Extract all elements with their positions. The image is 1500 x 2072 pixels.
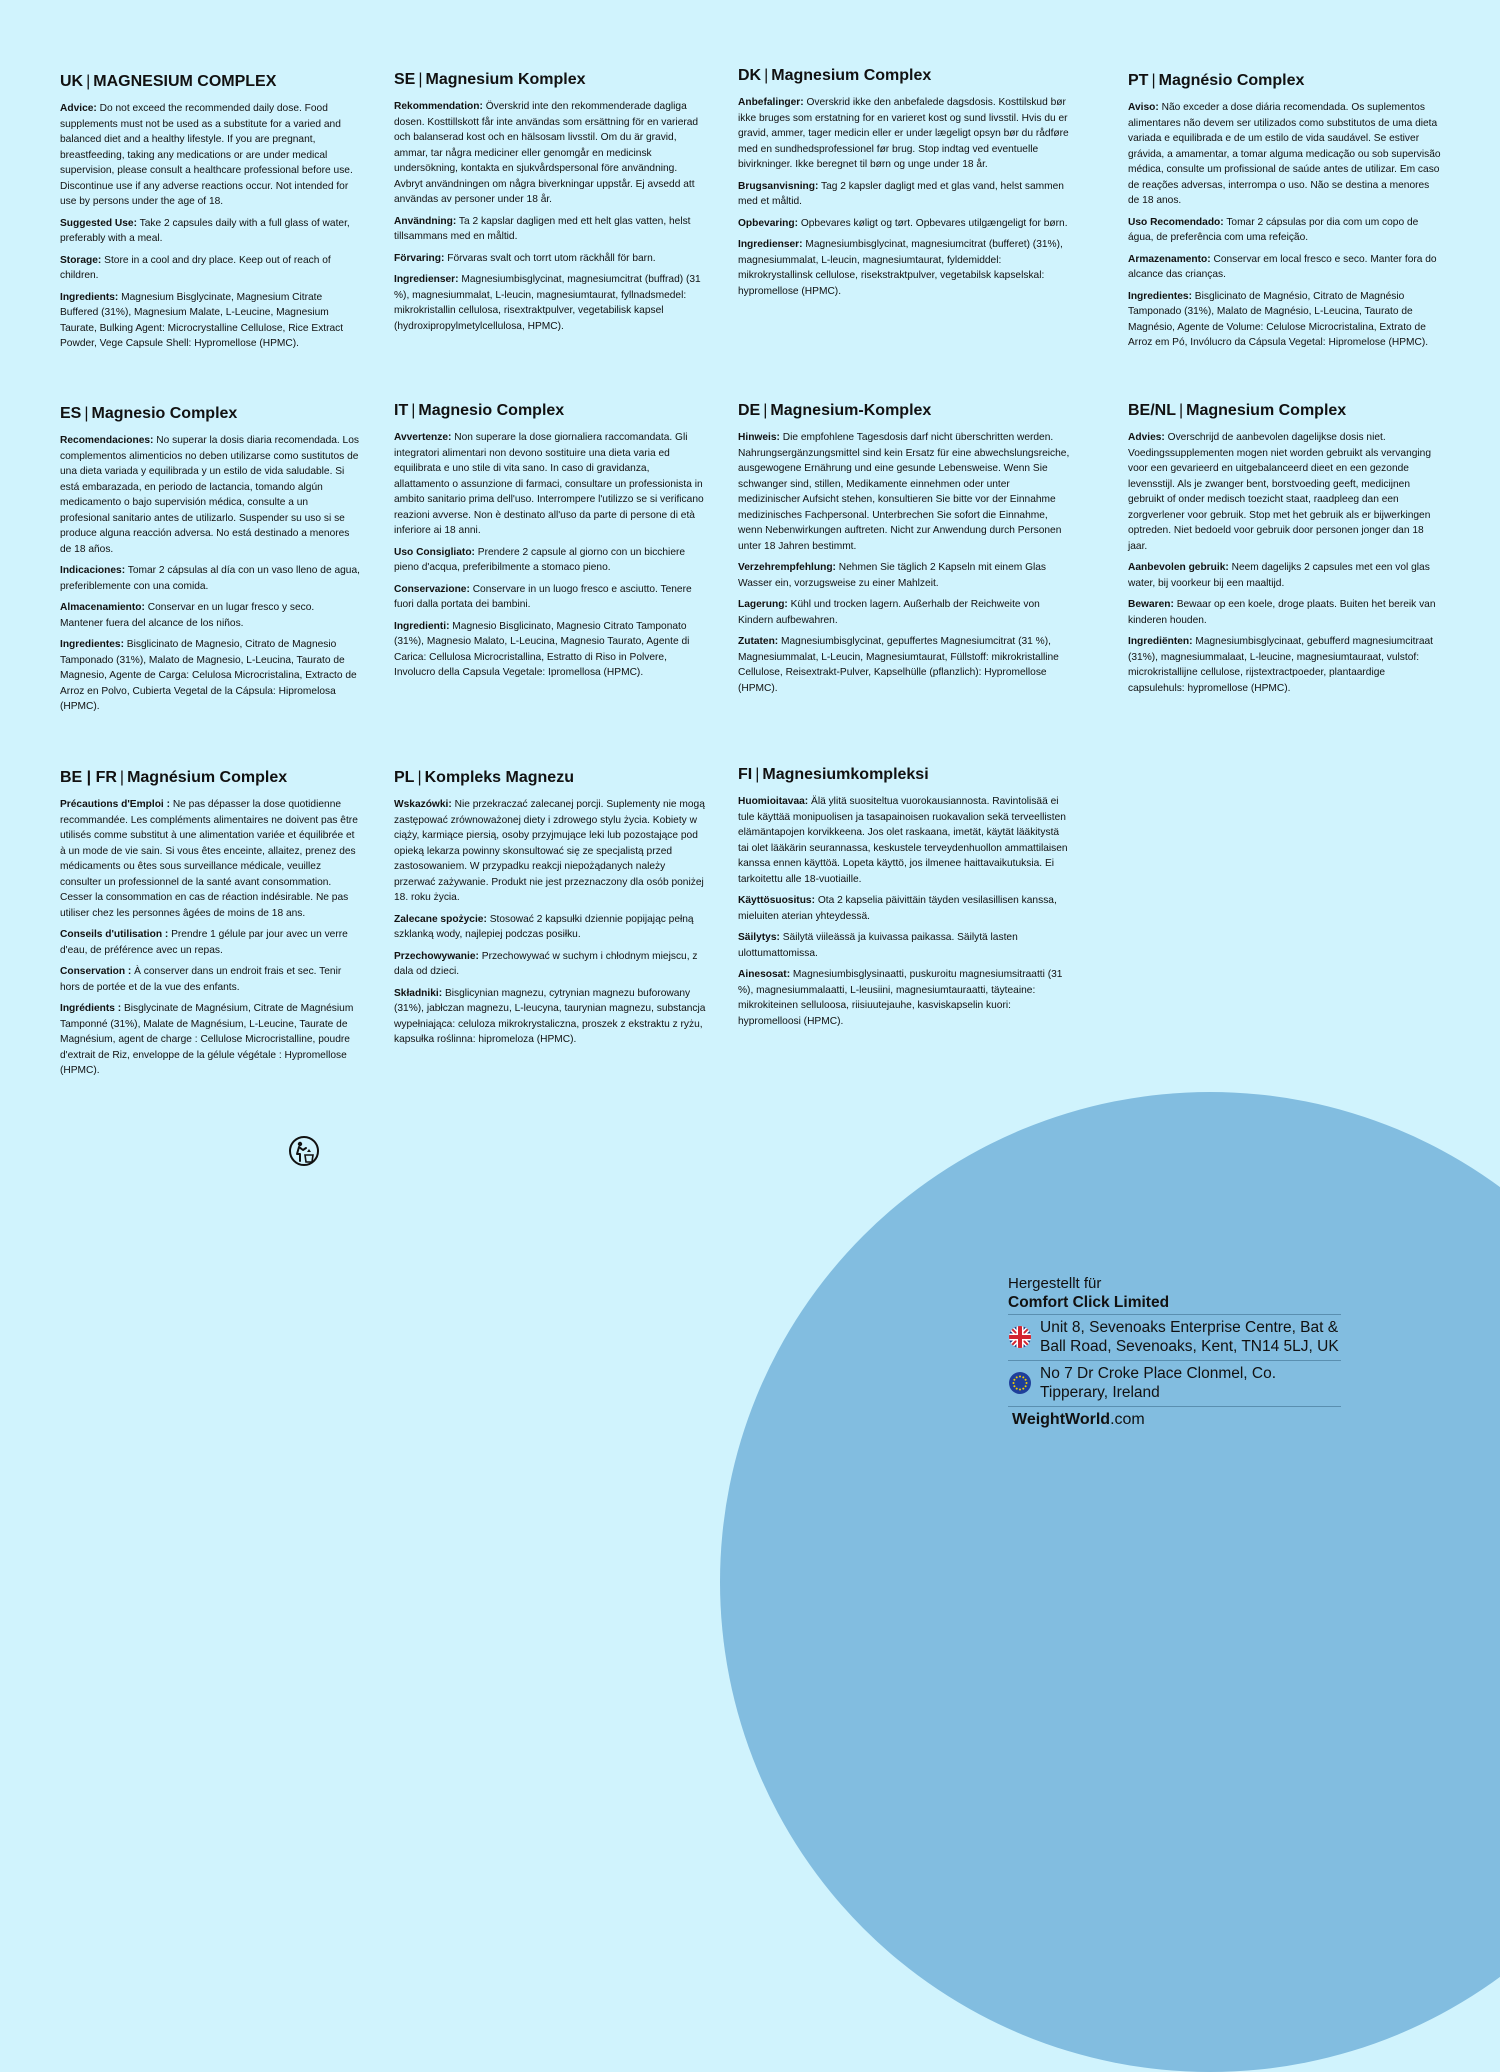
paragraph-text: Nie przekraczać zalecanej porcji. Suplementy nie mogą zastępować zrównoważonej diety i zdrowego stylu życia. Kobiety w ciąży, karmiące piersią, osoby przyjmujące leki lub pozostające pod opieką lekarza powinny skonsultować się ze specjalistą przed zastosowaniem. W przypadku reakcji niepożądanych należy przerwać zażywanie. Produkt nie jest przeznaczony dla osób poniżej 18. roku życia.	[394, 799, 705, 903]
paragraph-label: Anbefalinger:	[738, 97, 804, 108]
country-code: PT	[1128, 72, 1149, 89]
paragraph-text: Magnesio Bisglicinato, Magnesio Citrato Tamponato (31%), Magnesio Malato, L-Leucina, Magnesio Taurato, Agente di Carica: Cellulosa Microcristallina, Estratto di Riso in Polvere, Involucro della Capsula Vegetale: Ipromellosa (HPMC).	[394, 620, 690, 678]
label-paragraph	[60, 600, 360, 631]
country-code: UK	[60, 73, 84, 90]
label-paragraph	[394, 797, 706, 906]
paragraph-text: Magnesiumbisglycinat, magnesiumcitrat (buffrad) (31 %), magnesiummalat, L-leucin, magnesiumtaurat, fyllnadsmedel: mikrokristallin cellulosa, risextraktpulver, vegetabilisk kapsel (hydroxipropylmetylcellulosa, HPMC).	[394, 274, 701, 332]
paragraph-label: Brugsanvisning:	[738, 180, 819, 192]
country-code: SE	[394, 71, 416, 88]
paragraph-label: Huomioitavaa:	[738, 796, 809, 807]
product-title: Magnésio Complex	[1158, 72, 1305, 89]
label-paragraph	[1128, 215, 1442, 246]
paragraph-text: Do not exceed the recommended daily dose. Food supplements must not be used as a substitute for a varied and balanced diet and a healthy lifestyle. If you are pregnant, breastfeeding, taking any medications or are under medical supervision, please consult a healthcare professional before use. Discontinue use if any adverse reactions occur. Not intended for use by persons under the age of 18.	[60, 103, 353, 207]
address-ie-row	[1008, 1360, 1341, 1404]
label-paragraph	[394, 582, 706, 613]
label-paragraph	[394, 986, 706, 1048]
label-paragraph	[738, 794, 1072, 887]
label-paragraph	[738, 893, 1072, 924]
label-paragraph	[1128, 289, 1442, 351]
paragraph-label: Ingrediënten:	[1128, 636, 1193, 647]
heading-separator: |	[86, 73, 91, 90]
country-code: PL	[394, 769, 415, 786]
paragraph-text: Przechowywać w suchym i chłodnym miejscu, z dala od dzieci.	[394, 950, 698, 977]
paragraph-label: Opbevaring:	[738, 217, 799, 229]
section-heading	[738, 765, 1072, 785]
section-heading	[738, 66, 1072, 86]
paragraph-text: Ne pas dépasser la dose quotidienne recommandée. Les compléments alimentaires ne doivent pas être utilisés comme substitut à une alimentation variée et équilibrée et à un mode de vie sain. Si vous êtes enceinte, allaitez, prenez des médicaments ou êtes sous surveillance médicale, veuillez consulter un professionnel de la santé avant consommation. Cesser la consommation en cas de réaction indésirable. Ne pas utiliser chez les personnes âgées de moins de 18 ans.	[60, 799, 358, 919]
paragraph-text: Bewaar op een koele, droge plaats. Buiten het bereik van kinderen houden.	[1128, 599, 1436, 626]
paragraph-label: Zutaten:	[738, 636, 779, 647]
country-code: BE | FR	[60, 769, 117, 786]
label-paragraph	[738, 95, 1072, 173]
paragraph-label: Suggested Use:	[60, 217, 137, 229]
paragraph-label: Käyttösuositus:	[738, 895, 815, 906]
product-title: Magnesiumkompleksi	[762, 766, 929, 783]
label-paragraph	[60, 563, 360, 594]
paragraph-text: Stosować 2 kapsułki dziennie popijając pełną szklanką wody, najlepiej podczas posiłku.	[394, 913, 694, 940]
label-paragraph	[60, 637, 360, 715]
section-heading	[60, 404, 360, 424]
label-paragraph	[1128, 634, 1442, 696]
paragraph-text: Prendre 1 gélule par jour avec un verre d'eau, de préférence avec un repas.	[60, 929, 348, 956]
product-title: Magnesio Complex	[418, 402, 565, 419]
section-fi	[738, 765, 1072, 1035]
paragraph-text: Take 2 capsules daily with a full glass of water, preferably with a meal.	[60, 217, 350, 244]
paragraph-text: Tomar 2 cápsulas por dia com um copo de água, de preferência com uma refeição.	[1128, 216, 1419, 243]
heading-separator: |	[411, 402, 416, 419]
paragraph-label: Uso Consigliato:	[394, 546, 475, 558]
website-brand: WeightWorld	[1012, 1411, 1111, 1428]
label-paragraph	[60, 964, 360, 995]
section-heading	[738, 401, 1072, 421]
product-title: Magnesium Komplex	[425, 71, 586, 88]
country-code: DK	[738, 67, 762, 84]
heading-separator: |	[84, 405, 89, 422]
paragraph-text: Nehmen Sie täglich 2 Kapseln mit einem Glas Wasser ein, vorzugsweise zu einer Mahlzeit.	[738, 562, 1047, 589]
section-heading	[1128, 401, 1442, 421]
address-ie: No 7 Dr Croke Place Clonmel, Co. Tipperary, Ireland	[1040, 1365, 1277, 1401]
section-heading	[394, 70, 706, 90]
label-paragraph	[394, 251, 706, 267]
address-uk: Unit 8, Sevenoaks Enterprise Centre, Bat & Ball Road, Sevenoaks, Kent, TN14 5LJ, UK	[1040, 1319, 1339, 1355]
product-title: Magnésium Complex	[127, 769, 288, 786]
heading-separator: |	[418, 71, 423, 88]
paragraph-label: Förvaring:	[394, 252, 445, 264]
paragraph-text: Overschrijd de aanbevolen dagelijkse dosis niet. Voedingssupplementen mogen niet worden gebruikt als vervanging voor een gevarieerd en uitgebalanceerd dieet en een gezonde levensstijl. Als je zwanger bent, borstvoeding geeft, medicijnen gebruikt of onder medisch toezicht staat, raadpleeg dan een zorgverlener voor gebruik. Stop met het gebruik als er bijwerkingen optreden. Niet bedoeld voor gebruik door personen jonger dan 18 jaar.	[1128, 432, 1431, 552]
paragraph-text: Säilytä viileässä ja kuivassa paikassa. Säilytä lasten ulottumattomissa.	[738, 932, 1018, 959]
country-code: IT	[394, 402, 409, 419]
paragraph-text: Bisglicinato de Magnésio, Citrato de Magnésio Tamponado (31%), Malato de Magnésio, L-Leucina, Taurato de Magnésio, Agente de Volume: Celulose Microcristalina, Extrato de Arroz em Pó, Invólucro da Cápsula Vegetal: Hipromelose (HPMC).	[1128, 290, 1429, 348]
paragraph-label: Ainesosat:	[738, 969, 791, 980]
made-for-label: Hergestellt für	[1008, 1275, 1102, 1292]
product-title: Magnesium-Komplex	[770, 402, 932, 419]
product-title: MAGNESIUM COMPLEX	[93, 73, 277, 90]
paragraph-text: Ota 2 kapselia päivittäin täyden vesilasillisen kanssa, mieluiten aterian yhteydessä.	[738, 895, 1057, 922]
label-paragraph	[1128, 597, 1442, 628]
paragraph-text: Não exceder a dose diária recomendada. Os suplementos alimentares não devem ser utilizados como substitutos de uma dieta variada e equilibrada e de um estilo de vida saudável. Se estiver grávida, a amamentar, a tomar alguma medicação ou sob supervisão médica, consulte um profissional de saúde antes de utilizar. Em caso de reações adversas, interrompa o uso. Não se destina a menores de 18 anos.	[1128, 102, 1441, 206]
paragraph-label: Zalecane spożycie:	[394, 913, 487, 925]
paragraph-label: Przechowywanie:	[394, 950, 479, 962]
paragraph-label: Lagerung:	[738, 599, 788, 610]
product-title: Magnesium Complex	[1186, 402, 1347, 419]
eu-flag-icon	[1008, 1371, 1032, 1395]
paragraph-text: À conserver dans un endroit frais et sec. Tenir hors de portée et de la vue des enfants.	[60, 966, 342, 993]
paragraph-text: Förvaras svalt och torrt utom räckhåll för barn.	[444, 252, 656, 264]
paragraph-text: Bisglycinate de Magnésium, Citrate de Magnésium Tamponné (31%), Malate de Magnésium, L-Leucine, Taurate de Magnésium, agent de charge : Cellulose Microcristalline, poudre d'extrait de Riz, enveloppe de la gélule végétale : Hypromellose (HPMC).	[60, 1003, 354, 1076]
uk-flag-icon	[1008, 1325, 1032, 1349]
manufacturer-info	[1008, 1274, 1341, 1430]
heading-separator: |	[763, 402, 768, 419]
label-paragraph	[738, 179, 1072, 210]
paragraph-text: Conservar em local fresco e seco. Manter fora do alcance das crianças.	[1128, 253, 1437, 280]
heading-separator: |	[764, 67, 769, 84]
section-dk	[738, 66, 1072, 305]
label-paragraph	[738, 597, 1072, 628]
decorative-circle	[720, 1092, 1500, 2072]
paragraph-text: Die empfohlene Tagesdosis darf nicht überschritten werden. Nahrungsergänzungsmittel sind kein Ersatz für eine abwechslungsreiche, ausgewogene Ernährung und eine gesunde Lebensweise. Wenn Sie schwanger sind, stillen, Medikamente einnehmen oder unter medizinischer Aufsicht stehen, konsultieren Sie bitte vor der Einnahme medizinisches Fachpersonal. Unterbrechen Sie sofort die Einnahme, wenn Nebenwirkungen auftreten. Nicht zur Anwendung durch Personen unter 18 Jahren bestimmt.	[738, 432, 1070, 552]
paragraph-label: Ingredienser:	[394, 274, 459, 285]
paragraph-label: Armazenamento:	[1128, 253, 1211, 265]
label-paragraph	[60, 927, 360, 958]
paragraph-label: Aanbevolen gebruik:	[1128, 562, 1229, 573]
label-paragraph	[1128, 100, 1442, 209]
paragraph-label: Rekommendation:	[394, 101, 483, 112]
website-link[interactable]	[1008, 1406, 1341, 1430]
paragraph-label: Ingredienti:	[394, 620, 450, 632]
section-pt	[1128, 71, 1442, 357]
label-paragraph	[60, 290, 360, 352]
section-benl	[1128, 401, 1442, 702]
label-paragraph	[394, 214, 706, 245]
section-befr	[60, 768, 360, 1085]
label-paragraph	[738, 967, 1072, 1029]
country-code: BE/NL	[1128, 402, 1176, 419]
label-paragraph	[394, 545, 706, 576]
paragraph-text: Store in a cool and dry place. Keep out of reach of children.	[60, 254, 331, 281]
section-heading	[1128, 71, 1442, 91]
paragraph-label: Storage:	[60, 254, 102, 266]
label-paragraph	[738, 634, 1072, 696]
product-title: Magnesio Complex	[91, 405, 238, 422]
label-paragraph	[738, 237, 1072, 299]
label-paragraph	[394, 99, 706, 208]
paragraph-text: Överskrid inte den rekommenderade dagliga dosen. Kosttillskott får inte användas som ersättning för en varierad och balanserad kost och en hälsosam livsstil. Om du är gravid, ammar, tar några mediciner eller genomgår en medicinsk undersökning, kontakta en sjukvårdspersonal före användning. Avbryt användningen om några biverkningar uppstår. Ej avsedd att användas av personer under 18 år.	[394, 101, 699, 205]
section-it	[394, 401, 706, 687]
website-tld: .com	[1110, 1411, 1145, 1428]
company-name: Comfort Click Limited	[1008, 1294, 1170, 1311]
heading-separator: |	[1179, 402, 1184, 419]
heading-separator: |	[1151, 72, 1156, 89]
paragraph-text: Magnesiumbisglycinaat, gebufferd magnesiumcitraat (31%), magnesiummalaat, L-leucine, magnesiumtauraat, vulstof: microkristallijne cellulose, rijstextractpoeder, plantaardige capsulehuls: hypromellose (HPMC).	[1128, 636, 1434, 694]
paragraph-label: Précautions d'Emploi :	[60, 799, 170, 810]
section-de	[738, 401, 1072, 702]
label-paragraph	[1128, 252, 1442, 283]
address-uk-row	[1008, 1314, 1341, 1358]
label-paragraph	[738, 430, 1072, 554]
paragraph-text: Bisglicynian magnezu, cytrynian magnezu buforowany (31%), jabłczan magnezu, L-leucyna, taurynian magnezu, substancja wypełniająca: celuloza mikrokrystaliczna, proszek z ekstraktu z ryżu, kapsułka roślinna: hipromeloza (HPMC).	[394, 987, 706, 1045]
label-paragraph	[394, 272, 706, 334]
paragraph-text: Overskrid ikke den anbefalede dagsdosis. Kosttilskud bør ikke bruges som erstatning for en varieret kost og sund livsstil. Hvis du er gravid, ammer, tager medicin eller er under lægeligt opsyn bør du rådføre med en sundhedsprofessionel før brug. Stop indtag ved eventuelle bivirkninger. Ikke beregnet til børn og unge under 18 år.	[738, 97, 1069, 170]
paragraph-label: Användning:	[394, 215, 457, 227]
paragraph-label: Wskazówki:	[394, 799, 452, 810]
paragraph-label: Conseils d'utilisation :	[60, 929, 169, 940]
paragraph-label: Avvertenze:	[394, 432, 452, 443]
section-heading	[60, 72, 360, 92]
heading-separator: |	[755, 766, 760, 783]
paragraph-label: Almacenamiento:	[60, 602, 145, 613]
paragraph-text: Prendere 2 capsule al giorno con un bicchiere pieno d'acqua, preferibilmente a stomaco pieno.	[394, 546, 686, 573]
label-paragraph	[394, 912, 706, 943]
paragraph-text: Opbevares køligt og tørt. Opbevares utilgængeligt for børn.	[798, 217, 1068, 229]
paragraph-label: Ingrédients :	[60, 1003, 122, 1014]
recycling-symbol-icon	[288, 1135, 320, 1167]
section-heading	[394, 768, 706, 788]
product-title: Kompleks Magnezu	[424, 769, 574, 786]
label-paragraph	[394, 949, 706, 980]
paragraph-label: Recomendaciones:	[60, 435, 154, 446]
paragraph-label: Advies:	[1128, 432, 1165, 443]
label-paragraph	[394, 619, 706, 681]
paragraph-text: Magnesiumbisglycinat, gepuffertes Magnesiumcitrat (31 %), Magnesiummalat, L-Leucin, Magnesiumtaurat, Füllstoff: mikrokristalline Cellulose, Reisextrakt-Pulver, Kapselhülle (pflanzlich): Hypromellose (HPMC).	[738, 636, 1059, 694]
country-code: DE	[738, 402, 761, 419]
label-paragraph	[60, 433, 360, 557]
label-paragraph	[738, 560, 1072, 591]
paragraph-text: Magnesium Bisglycinate, Magnesium Citrate Buffered (31%), Magnesium Malate, L-Leucine, Magnesium Taurate, Bulking Agent: Microcrystalline Cellulose, Rice Extract Powder, Vege Capsule Shell: Hypromellose (HPMC).	[60, 291, 344, 349]
paragraph-text: Tag 2 kapsler dagligt med et glas vand, helst sammen med et måltid.	[738, 180, 1064, 207]
section-heading	[394, 401, 706, 421]
paragraph-label: Bewaren:	[1128, 599, 1174, 610]
label-paragraph	[60, 253, 360, 284]
product-title: Magnesium Complex	[771, 67, 932, 84]
label-paragraph	[1128, 560, 1442, 591]
paragraph-text: Bisglicinato de Magnesio, Citrato de Magnesio Tamponado (31%), Malato de Magnesio, L-Leucina, Taurato de Magnesio, Agente de Carga: Celulosa Microcristalina, Extracto de Arroz en Polvo, Cubierta Vegetal de la Cápsula: Hipromelosa (HPMC).	[60, 639, 357, 712]
label-paragraph	[60, 101, 360, 210]
paragraph-label: Conservation :	[60, 966, 132, 977]
label-paragraph	[738, 930, 1072, 961]
label-paragraph	[394, 430, 706, 539]
paragraph-label: Składniki:	[394, 987, 443, 999]
paragraph-label: Ingredientes:	[1128, 290, 1192, 302]
paragraph-text: Magnesiumbisglycinat, magnesiumcitrat (bufferet) (31%), magnesiummalat, L-leucin, magnesiumtaurat, fyldemiddel: mikrokrystallinsk cellulose, risekstraktpulver, vegetabilsk kapselskal: hypromellose (HPMC).	[738, 239, 1063, 297]
heading-separator: |	[119, 769, 125, 786]
heading-separator: |	[417, 769, 422, 786]
paragraph-label: Säilytys:	[738, 932, 780, 943]
paragraph-text: Kühl und trocken lagern. Außerhalb der Reichweite von Kindern aufbewahren.	[738, 599, 1040, 626]
section-uk	[60, 72, 360, 358]
paragraph-label: Verzehrempfehlung:	[738, 562, 836, 573]
paragraph-label: Ingredients:	[60, 291, 119, 303]
label-paragraph	[60, 797, 360, 921]
section-heading	[60, 768, 360, 788]
label-paragraph	[60, 1001, 360, 1079]
paragraph-label: Indicaciones:	[60, 565, 126, 576]
paragraph-label: Hinweis:	[738, 432, 780, 443]
paragraph-label: Conservazione:	[394, 583, 470, 595]
label-paragraph	[738, 216, 1072, 232]
paragraph-text: Non superare la dose giornaliera raccomandata. Gli integratori alimentari non devono sostituire una dieta varia ed equilibrata e uno stile di vita sano. In caso di gravidanza, allattamento o assunzione di farmaci, consultare un professionista in ambito sanitario prima dell'uso. Interrompere l'utilizzo se si verificano reazioni avverse. Non è destinato all'uso da parte di persone di età inferiore ai 18 anni.	[394, 432, 704, 536]
paragraph-text: Conservare in un luogo fresco e asciutto. Tenere fuori dalla portata dei bambini.	[394, 583, 692, 610]
paragraph-text: Tomar 2 cápsulas al día con un vaso lleno de agua, preferiblemente con una comida.	[60, 565, 360, 592]
country-code: FI	[738, 766, 753, 783]
paragraph-text: Älä ylitä suositeltua vuorokausiannosta. Ravintolisää ei tule käyttää monipuolisen ja tasapainoisen ruokavalion sekä terveellisten elämäntapojen korvikkeena. Jos olet raskaana, imetät, käytät lääkitystä tai olet lääkärin seurannassa, keskustele terveydenhuollon ammattilaisen kanssa ennen käyttöä. Lopeta käyttö, jos ilmenee haittavaikutuksia. Ei tarkoitettu alle 18-vuotiaille.	[738, 796, 1068, 885]
paragraph-label: Aviso:	[1128, 102, 1159, 113]
paragraph-label: Ingredienser:	[738, 239, 803, 250]
paragraph-text: Conservar en un lugar fresco y seco. Mantener fuera del alcance de los niños.	[60, 602, 315, 629]
label-paragraph	[1128, 430, 1442, 554]
label-paragraph	[60, 216, 360, 247]
paragraph-text: No superar la dosis diaria recomendada. Los complementos alimenticios no deben utilizarse como sustitutos de una dieta variada y equilibrada y un estilo de vida saludable. Si está embarazada, en periodo de lactancia, tomando algún medicamento o bajo supervisión médica, consulte a un profesional sanitario antes de utilizarlo. Suspender su uso si se produce alguna reacción adversa. No está destinado a menores de 18 años.	[60, 435, 359, 555]
section-pl	[394, 768, 706, 1054]
section-se	[394, 70, 706, 340]
country-code: ES	[60, 405, 82, 422]
paragraph-text: Magnesiumbisglysinaatti, puskuroitu magnesiumsitraatti (31 %), magnesiummalaatti, L-leusiini, magnesiumtauraatti, täyteaine: mikrokiteinen selluloosa, riisiuutejauhe, kasviskapselin kuori: hypromelloosi (HPMC).	[738, 969, 1063, 1027]
paragraph-text: Neem dagelijks 2 capsules met een vol glas water, bij voorkeur bij een maaltijd.	[1128, 562, 1430, 589]
paragraph-text: Ta 2 kapslar dagligen med ett helt glas vatten, helst tillsammans med en måltid.	[394, 215, 691, 242]
paragraph-label: Ingredientes:	[60, 639, 124, 650]
section-es	[60, 404, 360, 721]
paragraph-label: Advice:	[60, 103, 97, 114]
paragraph-label: Uso Recomendado:	[1128, 216, 1224, 228]
